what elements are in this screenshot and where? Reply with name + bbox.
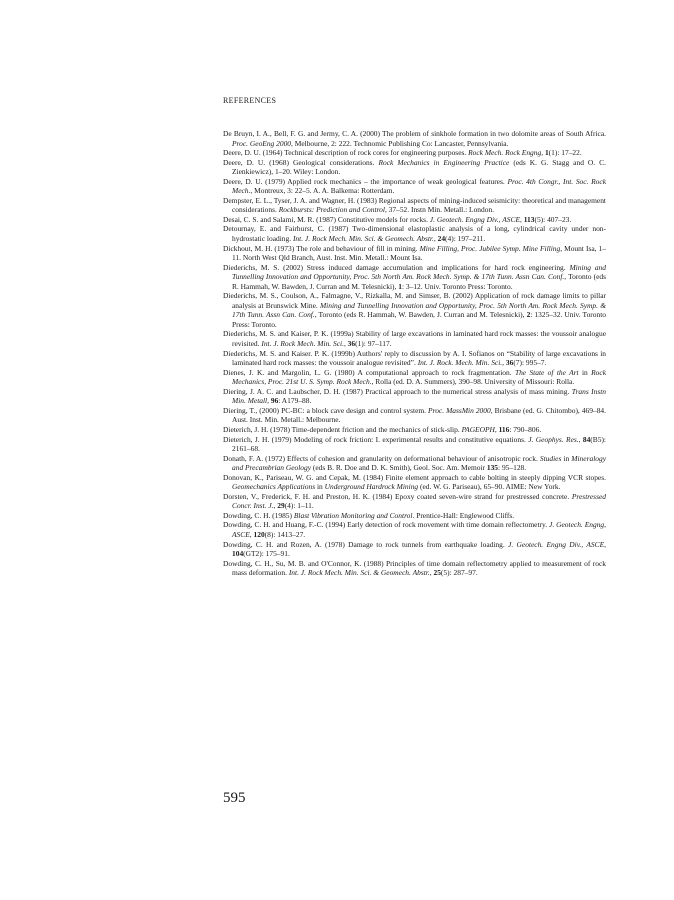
reference-text: J. Geotech. Engng, ASCE [232, 520, 606, 539]
reference-text: 29 [277, 501, 285, 511]
reference-text: (eds B. R. Doe and D. K. Smith), Geol. Soc. Am. Memoir [311, 463, 487, 473]
reference-text: , [249, 529, 254, 539]
reference-text: , Melbourne, 2: 222. Technomic Publishing Co: Lancaster, Pennsylvania. [291, 138, 509, 148]
reference-text: , Toronto (eds R. Hammah, W. Bawden, J. Curran and M. Telesnicki), [314, 310, 527, 320]
reference-entry [223, 559, 606, 578]
reference-text: (4): 1–11. [284, 501, 314, 511]
reference-text: (ed. W. G. Pariseau), 65–90. AIME: New York. [418, 482, 561, 492]
reference-text: : 790–806. [509, 424, 542, 434]
reference-text: , [578, 434, 583, 444]
reference-text: 96 [270, 396, 279, 406]
reference-entry [223, 387, 606, 406]
reference-entry [223, 454, 606, 473]
reference-text: (GT2): 175–91. [243, 549, 290, 559]
reference-text: 120 [253, 529, 265, 539]
reference-text: Detournay, E. and Fairhurst, C. (1987) Two-dimensional elastoplastic analysis of a long, cylindrical cavity under non-hydrostatic loading. [223, 224, 606, 244]
reference-text: , Brisbane (ed. G. Chitombo), 469–84. Aust. Inst. Min. Metall.: Melbourne. [232, 405, 606, 425]
reference-text: (1): 17–22. [548, 148, 582, 158]
reference-text: : 1325–32. Univ. Toronto Press: Toronto. [232, 310, 606, 329]
reference-text: Dorsten, V., Frederick, F. H. and Preston, H. K. (1984) Epoxy coated seven-wire strand for prestressed concrete. [223, 491, 572, 501]
reference-text: (5): 407–23. [534, 214, 572, 224]
reference-entry [223, 520, 606, 539]
reference-text: , [494, 424, 499, 434]
reference-text: J. Geotech. Engng Div., ASCE [508, 539, 605, 549]
reference-entry [223, 224, 606, 243]
reference-text: 84 [582, 434, 591, 444]
reference-text: , [273, 501, 278, 511]
reference-text: Deere, D. U. (1979) Applied rock mechanics – the importance of weak geological features. [223, 176, 508, 186]
page-number: 595 [223, 790, 246, 806]
reference-text: , Toronto (eds R. Hammah, W. Bawden, J. Curran and M. Telesnicki), [232, 272, 606, 291]
reference-text: Mining and Tunnelling Innovation and Opportunity, Proc. 5th North Am. Rock Mech. Symp. & 17th Tunn. Assn Can. Conf. [232, 300, 606, 320]
reference-text: , [433, 234, 438, 244]
reference-text: Underground Hardrock Mining [324, 482, 419, 492]
reference-text: Dienes, J. K. and Margolin, L. G. (1980) A computational approach to rock fragmentation. [223, 367, 515, 377]
reference-text: 104 [232, 549, 244, 559]
reference-text: , 37–52. Instn Min. Metall.: London. [384, 205, 495, 215]
reference-text: (4): 197–211. [445, 234, 486, 244]
reference-list [223, 129, 606, 578]
reference-text: : 95–128. [498, 463, 527, 473]
reference-text: Desai, C. S. and Salami, M. R. (1987) Constitutive models for rocks. [223, 214, 430, 224]
reference-text: Rock Mechanics, Proc. 21st U. S. Symp. Rock Mech. [232, 367, 606, 387]
reference-text: Dowding, C. H. and Huang, F.-C. (1994) Early detection of rock movement with time domain reflectometry. [223, 520, 550, 530]
reference-text: Diederichs, M. S., Coulson, A., Falmagne, V., Rizkalla, M. and Simser, B. (2002) Application of rock damage limits to pillar analysis at Brunswick Mine. [223, 291, 606, 310]
reference-text: J. Geotech. Engng Div., ASCE [429, 214, 520, 224]
reference-text: Proc. GeoEng 2000 [232, 138, 292, 148]
reference-text: in [561, 453, 572, 463]
reference-text: , [541, 148, 545, 158]
reference-text: (8): 1413–27. [264, 529, 306, 539]
reference-text: , [267, 396, 271, 406]
reference-text: Dieterich, J. H. (1979) Modeling of rock friction: I. experimental results and constitutive equations. [223, 434, 529, 444]
reference-text: , [502, 358, 506, 368]
reference-text: (5): 287–97. [440, 568, 478, 578]
reference-text: 135 [486, 463, 499, 473]
reference-text: 1 [544, 148, 549, 158]
reference-text: 113 [523, 214, 535, 224]
reference-text: Diederichs, M. S. (2002) Stress induced damage accumulation and implications for hard rock engineering. [223, 262, 570, 272]
reference-text: , [429, 568, 434, 578]
reference-text: (B5): 2161–68. [232, 434, 606, 454]
reference-text: Int. J. Rock Mech. Min. Sci. & Geomech. Abstr. [292, 234, 434, 244]
reference-entry [223, 329, 606, 348]
reference-text: Diederichs, M. S. and Kaiser. P. K. (1999b) Authors' reply to discussion by A. I. Sofianos on “Stability of large excavations in laminated hard rock masses: the voussoir analogue revisited”. [223, 348, 606, 368]
reference-entry [223, 540, 606, 559]
reference-text: , Mount Isa, 1–11. North West Qld Branch, Aust. Inst. Min. Metall.: Mount Isa. [232, 243, 606, 263]
reference-text: in [315, 482, 325, 492]
reference-text: in [578, 367, 592, 377]
reference-text: Int. J. Rock. Mech. Min. Sci. [417, 358, 503, 368]
reference-text: , [520, 214, 524, 224]
reference-text: Trans Instn Min. Metall [232, 386, 607, 406]
reference-text: 36 [347, 339, 356, 349]
reference-text: (eds K. G. Stagg and O. C. Zienkiewicz), 1–20. Wiley: London. [232, 157, 607, 177]
reference-text: Int. J. Rock Mech. Min. Sci. & Geomech. Abstr. [288, 568, 430, 578]
reference-text: , [343, 339, 348, 349]
reference-entry [223, 435, 606, 454]
reference-text: Dowding, C. H. and Rozen, A. (1978) Damage to rock tunnels from earthquake loading. [223, 539, 509, 549]
reference-entry [223, 473, 606, 492]
reference-entry [223, 158, 606, 177]
reference-text: The State of the Art [514, 367, 579, 377]
reference-text: Deere, D. U. (1968) Geological considerations. [223, 157, 379, 167]
reference-text: Int. J. Rock Mech. Min. Sci. [261, 339, 344, 349]
reference-text: Mining and Tunnelling Innovation and Opportunity, Proc. 5th North Am. Rock Mech. Symp. & 17th Tunn. Assn Can. Conf. [232, 262, 606, 282]
reference-text: Proc. MassMin 2000 [428, 405, 491, 415]
reference-text: Blast Vibration Monitoring and Control [293, 510, 413, 520]
reference-entry [223, 177, 606, 196]
reference-entry [223, 492, 606, 511]
reference-text: Proc. 4th Congr., Int. Soc. Rock Mech. [232, 176, 606, 196]
reference-text: 1 [398, 281, 402, 291]
reference-text: Rock Mech. Rock Engng [468, 148, 542, 158]
reference-text: : 3–12. Univ. Toronto Press: Toronto. [401, 281, 513, 291]
reference-text: Rockbursts: Prediction and Control [278, 205, 385, 215]
reference-text: : A179–88. [278, 396, 312, 406]
reference-entry [223, 215, 606, 225]
reference-text: (7): 995–7. [513, 358, 547, 368]
reference-entry [223, 291, 606, 329]
reference-entry [223, 368, 606, 387]
reference-entry [223, 425, 606, 435]
reference-text: 2 [526, 310, 531, 320]
reference-text: De Bruyn, I. A., Bell, F. G. and Jermy, C. A. (2000) The problem of sinkhole formation in two dolomite areas of South Africa. [223, 129, 606, 138]
reference-text: 36 [505, 358, 514, 368]
reference-text: Geomechanics Applications [232, 482, 316, 492]
reference-entry [223, 511, 606, 521]
reference-text: , [604, 539, 606, 549]
reference-entry [223, 406, 606, 425]
reference-text: 24 [437, 234, 446, 244]
reference-text: 116 [498, 424, 510, 434]
reference-text: Diering, J. A. C. and Laubscher, D. H. (1987) Practical approach to the numerical stress analysis of mass mining. [223, 386, 572, 396]
reference-text: Donath, F. A. (1972) Effects of cohesion and granularity on deformational behaviour of anisotropic rock. [223, 453, 540, 463]
reference-entry [223, 349, 606, 368]
reference-text: Studies [539, 453, 562, 463]
reference-text: Diering, T., (2000) PC-BC: a block cave design and control system. [223, 405, 429, 415]
reference-text: Dowding, C. H. (1985) [223, 510, 294, 520]
reference-text: Deere, D. U. (1964) Technical description of rock cores for engineering purposes. [223, 148, 469, 158]
reference-entry [223, 196, 606, 215]
reference-text: , Montreux, 3: 22–5. A. A. Balkema: Rotterdam. [250, 186, 395, 196]
reference-text: Mineralogy and Precambrian Geology [232, 453, 606, 473]
reference-text: Dempster, E. L., Tyser, J. A. and Wagner, H. (1983) Regional aspects of mining-induced seismicity: theoretical and management considerations. [223, 195, 606, 215]
reference-text: , Rolla (ed. D. A. Summers), 390–98. University of Missouri: Rolla. [371, 377, 575, 387]
reference-entry [223, 263, 606, 292]
reference-text: . Prentice-Hall: Englewood Cliffs. [412, 510, 515, 520]
reference-text: Dieterich, J. H. (1978) Time-dependent friction and the mechanics of stick-slip. [223, 424, 462, 434]
reference-text: 25 [433, 568, 441, 578]
reference-text: J. Geophys. Res. [528, 434, 579, 444]
section-heading: REFERENCES [223, 96, 277, 105]
reference-text: Diederichs, M. S. and Kaiser, P. K. (1999a) Stability of large excavations in laminated hard rock masses: the voussoir analogue revisited. [223, 329, 606, 349]
reference-text: (1): 97–117. [355, 339, 392, 349]
reference-text: Rock Mechanics in Engineering Practice [378, 157, 510, 167]
reference-entry [223, 129, 606, 148]
reference-entry [223, 148, 606, 158]
reference-text: Mine Filling, Proc. Jubilee Symp. Mine Filling [419, 243, 561, 253]
reference-text: Prestressed Concr. Inst. J. [232, 491, 606, 511]
reference-text: Dickhout, M. H. (1973) The role and behaviour of fill in mining. [223, 243, 420, 253]
reference-text: Dowding, C. H., Su, M. B. and O'Connor, K. (1988) Principles of time domain reflectometry applied to measurement of rock mass deformation. [223, 558, 606, 578]
reference-entry [223, 244, 606, 263]
reference-text: Donovan, K., Pariseau, W. G. and Cepak, M. (1984) Finite element approach to cable bolting in steeply dipping VCR stopes. [223, 472, 606, 482]
reference-text: PAGEOPH [461, 424, 495, 434]
